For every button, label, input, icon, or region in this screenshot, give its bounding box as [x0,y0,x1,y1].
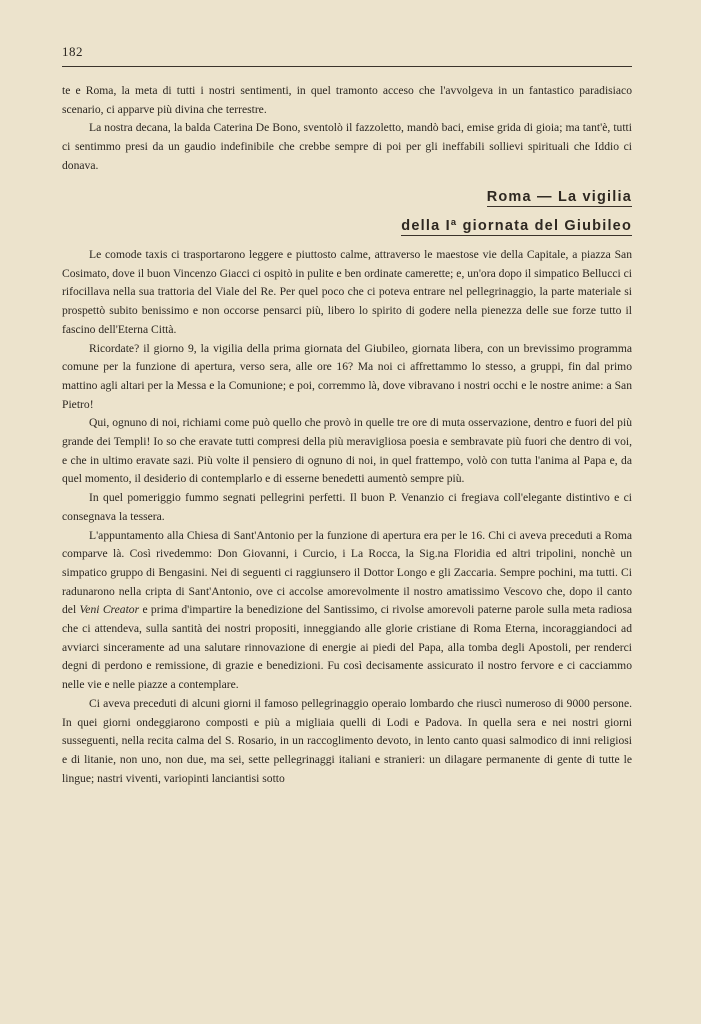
intro-text [62,82,632,176]
page-number: 182 [62,44,83,59]
paragraph-text: e prima d'impartire la benedizione del Santissimo, ci rivolse amorevoli paterne parole sulla meta radiosa che ci attendeva, sulla santità dei nostri propositi, inneggiando alle glorie cristiane di Roma Eterna, incoraggiandoci ad avviarci sinceramente ad una salutare rinnovazione di energie ai piedi del Papa, alla tomba degli Apostoli, per renderci degni di perdono e remissione, di grazie e benedizioni. Fu così decisamente assicurato il nostro fervore e ci cacciammo nelle vie e nelle piazze a contemplare. [62,603,632,692]
paragraph: Qui, ognuno di noi, richiami come può quello che provò in quelle tre ore di muta osservazione, dentro e fuori del più grande dei Templi! Io so che eravate tutti compresi della più meravigliosa poesia e sembravate più fuori che dentro di voi, e che in ultimo eravate sazi. Più volte il pensiero di ognuno di noi, in quel frattempo, volò con tutta l'anima al Papa e, da quel momento, il desiderio di contemplarlo e di esserne benedetti aumentò sempre più. [62,416,632,486]
hymn-title: Veni Creator [79,603,140,617]
paragraph [62,527,632,695]
paragraph: Ricordate? il giorno 9, la vigilia della prima giornata del Giubileo, giornata libera, con un brevissimo programma comune per la funzione di apertura, verso sera, alle ore 16? Ma noi ci affrettammo lo stesso, a gruppi, fin dal primo mattino agli altari per la Messa e la Comunione; e poi, corremmo là, dove vibravano i nostri occhi e le nostre anime: a San Pietro! [62,341,632,411]
paragraph: In quel pomeriggio fummo segnati pellegrini perfetti. Il buon P. Venanzio ci fregiava coll'elegante distintivo e ci consegnava la tessera. [62,491,632,523]
paragraph: Le comode taxis ci trasportarono leggere e piuttosto calme, attraverso le maestose vie della Capitale, a piazza San Cosimato, dove il buon Vincenzo Giacci ci ospitò in pulite e ben ordinate camerette; e, un'ora dopo il simpatico Bellucci ci rifocillava nella sua trattoria del Viale del Re. Per quel poco che ci poteva entrare nel pellegrinaggio, la parte materiale si prospettò subito benissimo e non occorse pensarci più, libero lo spirito di godere nella pienezza delle sue forze tutto il fascino dell'Eterna Città. [62,248,632,336]
paragraph: Ci aveva preceduti di alcuni giorni il famoso pellegrinaggio operaio lombardo che riuscì numeroso di 9000 persone. In quei giorni ondeggiarono composti e più a migliaia quelli di Lodi e Padova. In quella sera e nei nostri giorni susseguenti, nella recita calma del S. Rosario, in un raccoglimento devoto, in lento canto quasi salmodico di inni religiosi e di litanie, non uno, non due, ma sei, sette pellegrinaggi italiani e stranieri: un dilagare permanente di gente di tutte le lingue; nastri viventi, variopinti lanciantisi sotto [62,696,632,785]
section-heading-text: Roma — La vigilia [486,189,632,205]
body-text [62,246,632,788]
section-heading-line-1 [372,188,632,207]
paragraph-text: L'appuntamento alla Chiesa di Sant'Antonio per la funzione di apertura era per le 16. Chi ci aveva preceduti a Roma comparve là. Così rivedemmo: Don Giovanni, i Curcio, i La Rocca, la Sig.na Floridia ed altri tripolini, nonchè un simpatico gruppo di Bengasini. Nei di seguenti ci raggiunsero il Dottor Longo e gli Zaccaria. Sempre pochini, ma tutti. Ci radunarono nella cripta di Sant'Antonio, ove ci accolse amorevolmente il nostro amatissimo Vescovo che, dopo il canto del [62,528,632,617]
paragraph: te e Roma, la meta di tutti i nostri sentimenti, in quel tramonto acceso che l'avvolgeva in un fantastico paradisiaco scenario, ci apparve più divina che terrestre. [62,84,632,116]
header-rule [62,66,632,67]
section-heading-line-2 [372,217,632,236]
section-heading-text: della Iª giornata del Giubileo [401,218,632,234]
paragraph: La nostra decana, la balda Caterina De Bono, sventolò il fazzoletto, mandò baci, emise grida di gioia; ma tant'è, tutti ci sentimmo presi da un gaudio indefinibile che crebbe sempre di poi per gli ineffabili sollievi spirituali che Iddio ci donava. [62,121,632,172]
